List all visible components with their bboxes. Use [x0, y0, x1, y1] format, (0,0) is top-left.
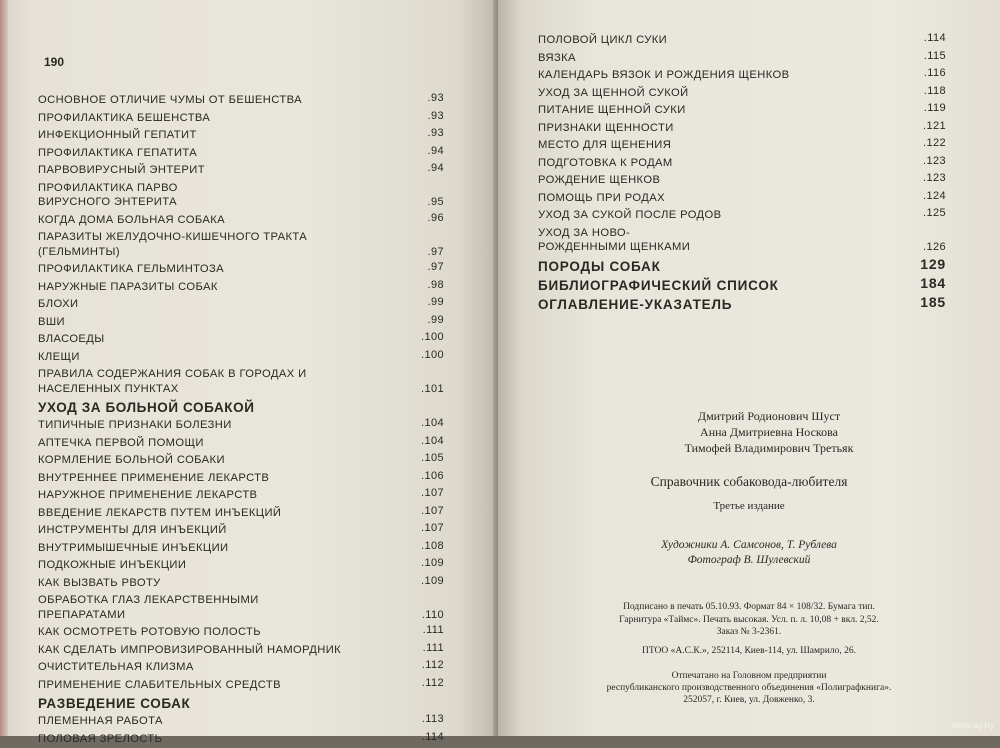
- toc-entry-title: ОСНОВНОЕ ОТЛИЧИЕ ЧУМЫ ОТ БЕШЕНСТВА: [38, 92, 398, 110]
- toc-entry-title: ПЛЕМЕННАЯ РАБОТА: [38, 713, 398, 731]
- toc-entry-page: .111: [423, 622, 444, 640]
- toc-entry-page: .105: [421, 450, 444, 468]
- toc-entry: [538, 225, 960, 257]
- author-name: Анна Дмитриевна Носкова: [538, 424, 960, 440]
- toc-entry-page: .119: [924, 100, 946, 118]
- toc-entry-page: .106: [421, 468, 444, 486]
- author-name: Дмитрий Родионович Шуст: [538, 408, 960, 424]
- printer-block: [538, 670, 960, 706]
- toc-entry-title: ПОРОДЫ СОБАК: [538, 257, 898, 276]
- toc-entry: [38, 487, 458, 505]
- credits-block: [538, 538, 960, 568]
- toc-entry-title: МЕСТО ДЛЯ ЩЕНЕНИЯ: [538, 137, 898, 155]
- toc-entry-title: ВЛАСОЕДЫ: [38, 331, 398, 349]
- toc-entry-page: .107: [421, 503, 444, 521]
- toc-entry-title: ПРОФИЛАКТИКА БЕШЕНСТВА: [38, 110, 398, 128]
- toc-entry: [38, 229, 458, 261]
- toc-entry-title: КАК ОСМОТРЕТЬ РОТОВУЮ ПОЛОСТЬ: [38, 624, 398, 642]
- photographer-credit: Фотограф В. Шулевский: [538, 553, 960, 568]
- toc-entry-page: .99: [428, 294, 445, 312]
- toc-entry-title: ОБРАБОТКА ГЛАЗ ЛЕКАРСТВЕННЫМИ ПРЕПАРАТАМИ: [38, 593, 398, 622]
- toc-entry: [38, 452, 458, 470]
- toc-entry-title: ПРОФИЛАКТИКА ПАРВО ВИРУСНОГО ЭНТЕРИТА: [38, 181, 398, 210]
- toc-entry-title: КЛЕЩИ: [38, 349, 398, 367]
- print-info-line: Гарнитура «Таймс». Печать высокая. Усл. п. л. 10,08 + вкл. 2,52.: [538, 614, 960, 627]
- toc-entry: [38, 575, 458, 593]
- toc-entry: [38, 677, 458, 695]
- toc-entry-title: ТИПИЧНЫЕ ПРИЗНАКИ БОЛЕЗНИ: [38, 417, 398, 435]
- toc-entry-title: ИНСТРУМЕНТЫ ДЛЯ ИНЪЕКЦИЙ: [38, 522, 398, 540]
- toc-entry: [38, 522, 458, 540]
- toc-entry-title: ПОДКОЖНЫЕ ИНЪЕКЦИИ: [38, 557, 398, 575]
- toc-entry-title: ПРАВИЛА СОДЕРЖАНИЯ СОБАК В ГОРОДАХ И НАСЕЛЕННЫХ ПУНКТАХ: [38, 367, 398, 396]
- page-number: 190: [44, 55, 64, 69]
- toc-entry-title: ПОЛОВАЯ ЗРЕЛОСТЬ: [38, 731, 398, 748]
- toc-entry-page: .114: [422, 729, 444, 747]
- toc-entry-page: .101: [421, 382, 444, 397]
- toc-entry-title: ОЧИСТИТЕЛЬНАЯ КЛИЗМА: [38, 659, 398, 677]
- toc-entry: [38, 470, 458, 488]
- toc-entry-page: .107: [421, 520, 444, 538]
- toc-entry-page: .104: [421, 433, 444, 451]
- toc-entry-page: .116: [924, 65, 946, 83]
- printer-line: Отпечатано на Головном предприятии: [538, 670, 960, 682]
- toc-entry: [38, 557, 458, 575]
- toc-entry: [38, 713, 458, 731]
- toc-entry: [538, 172, 960, 190]
- toc-entry-page: .98: [428, 277, 445, 295]
- toc-entry: [38, 366, 458, 398]
- toc-entry-page: .125: [923, 205, 946, 223]
- toc-entry-page: .97: [428, 245, 445, 260]
- toc-entry-title: ПОЛОВОЙ ЦИКЛ СУКИ: [538, 32, 898, 50]
- toc-entry-title: ПРИМЕНЕНИЕ СЛАБИТЕЛЬНЫХ СРЕДСТВ: [38, 677, 398, 695]
- toc-entry-title: УХОД ЗА БОЛЬНОЙ СОБАКОЙ: [38, 398, 398, 417]
- toc-entry-page: .109: [421, 555, 444, 573]
- toc-entry-page: .100: [421, 329, 444, 347]
- toc-entry-title: РОЖДЕНИЕ ЩЕНКОВ: [538, 172, 898, 190]
- toc-entry: [538, 85, 960, 103]
- toc-entry-title: ВНУТРИМЫШЕЧНЫЕ ИНЪЕКЦИИ: [38, 540, 398, 558]
- toc-entry-page: .93: [428, 108, 445, 126]
- toc-entry-page: .112: [422, 675, 444, 693]
- toc-entry: [38, 731, 458, 748]
- toc-entry-title: КОГДА ДОМА БОЛЬНАЯ СОБАКА: [38, 212, 398, 230]
- print-info-line: Заказ № 3-2361.: [538, 626, 960, 639]
- toc-entry-page: .109: [421, 573, 444, 591]
- toc-entry-title: КАЛЕНДАРЬ ВЯЗОК И РОЖДЕНИЯ ЩЕНКОВ: [538, 67, 898, 85]
- printer-line: 252057, г. Киев, ул. Довженко, 3.: [538, 694, 960, 706]
- toc-entry-page: .115: [924, 48, 946, 66]
- toc-entry-page: .111: [423, 640, 444, 658]
- toc-entry-page: .112: [422, 657, 444, 675]
- toc-entry: [538, 155, 960, 173]
- toc-entry-page: .93: [428, 125, 445, 143]
- toc-entry-title: ПОДГОТОВКА К РОДАМ: [538, 155, 898, 173]
- toc-entry-page: .118: [924, 83, 946, 101]
- authors-block: [538, 408, 960, 456]
- toc-entry-title: УХОД ЗА ЩЕННОЙ СУКОЙ: [538, 85, 898, 103]
- toc-entry: [38, 212, 458, 230]
- toc-entry: [38, 331, 458, 349]
- toc-entry: [538, 120, 960, 138]
- toc-entry-title: ВНУТРЕННЕЕ ПРИМЕНЕНИЕ ЛЕКАРСТВ: [38, 470, 398, 488]
- printer-line: республиканского производственного объединения «Полиграфкнига».: [538, 682, 960, 694]
- toc-list-right: [538, 32, 960, 314]
- toc-entry-title: БЛОХИ: [38, 296, 398, 314]
- toc-entry: [538, 190, 960, 208]
- toc-entry: [38, 92, 458, 110]
- toc-entry: [38, 659, 458, 677]
- toc-entry: [38, 162, 458, 180]
- toc-entry-title: ПРИЗНАКИ ЩЕННОСТИ: [538, 120, 898, 138]
- toc-entry-page: .126: [923, 240, 946, 255]
- toc-entry: [538, 32, 960, 50]
- toc-list-left: [38, 92, 458, 748]
- print-info-line: Подписано в печать 05.10.93. Формат 84 × 108/32. Бумага тип.: [538, 601, 960, 614]
- toc-entry-title: ПИТАНИЕ ЩЕННОЙ СУКИ: [538, 102, 898, 120]
- toc-entry-title: ПОМОЩЬ ПРИ РОДАХ: [538, 190, 898, 208]
- toc-section-heading: [38, 398, 458, 417]
- toc-entry-page: .93: [428, 90, 445, 108]
- toc-entry-title: РАЗВЕДЕНИЕ СОБАК: [38, 694, 398, 713]
- toc-entry: [38, 435, 458, 453]
- toc-entry-page: .122: [923, 135, 946, 153]
- toc-entry-title: ОГЛАВЛЕНИЕ-УКАЗАТЕЛЬ: [538, 295, 898, 314]
- toc-entry: [38, 417, 458, 435]
- book-title: Справочник собаковода-любителя: [538, 474, 960, 490]
- toc-entry: [538, 276, 960, 295]
- toc-entry-page: .114: [924, 30, 946, 48]
- toc-entry-title: ПРОФИЛАКТИКА ГЕПАТИТА: [38, 145, 398, 163]
- toc-entry-page: .124: [923, 188, 946, 206]
- toc-entry: [38, 624, 458, 642]
- toc-entry-page: .113: [422, 711, 444, 729]
- toc-entry-page: .121: [923, 118, 946, 136]
- toc-entry-page: .99: [428, 312, 445, 330]
- toc-entry-title: БИБЛИОГРАФИЧЕСКИЙ СПИСОК: [538, 276, 898, 295]
- toc-entry-page: 184: [920, 274, 946, 293]
- publisher-line: ПТОО «А.С.К.», 252114, Киев-114, ул. Шамрило, 26.: [538, 646, 960, 656]
- author-name: Тимофей Владимирович Третьяк: [538, 440, 960, 456]
- toc-entry: [38, 505, 458, 523]
- toc-entry: [538, 207, 960, 225]
- toc-entry: [538, 102, 960, 120]
- toc-entry-title: ВЯЗКА: [538, 50, 898, 68]
- toc-entry-page: 185: [920, 293, 946, 312]
- toc-entry-page: .95: [428, 195, 445, 210]
- toc-entry: [538, 295, 960, 314]
- left-page: [0, 0, 498, 736]
- toc-entry-page: .110: [422, 608, 444, 623]
- edition-label: Третье издание: [538, 500, 960, 512]
- toc-section-heading: [38, 694, 458, 713]
- toc-entry-title: НАРУЖНОЕ ПРИМЕНЕНИЕ ЛЕКАРСТВ: [38, 487, 398, 505]
- toc-entry-title: КАК ВЫЗВАТЬ РВОТУ: [38, 575, 398, 593]
- watermark: www.ay.by: [952, 720, 994, 730]
- illustrators-credit: Художники А. Самсонов, Т. Рублева: [538, 538, 960, 553]
- toc-entry: [38, 110, 458, 128]
- toc-entry: [38, 180, 458, 212]
- toc-entry-page: .97: [428, 259, 445, 277]
- toc-entry: [38, 314, 458, 332]
- toc-entry-title: ПАРВОВИРУСНЫЙ ЭНТЕРИТ: [38, 162, 398, 180]
- toc-entry-page: .108: [421, 538, 444, 556]
- print-info: [538, 601, 960, 639]
- toc-entry: [538, 67, 960, 85]
- toc-entry: [538, 50, 960, 68]
- toc-entry: [38, 642, 458, 660]
- toc-entry-title: КАК СДЕЛАТЬ ИМПРОВИЗИРОВАННЫЙ НАМОРДНИК: [38, 642, 398, 660]
- toc-entry-page: .123: [923, 153, 946, 171]
- toc-entry: [38, 145, 458, 163]
- toc-entry-title: УХОД ЗА СУКОЙ ПОСЛЕ РОДОВ: [538, 207, 898, 225]
- toc-entry-title: УХОД ЗА НОВО- РОЖДЕННЫМИ ЩЕНКАМИ: [538, 226, 898, 255]
- toc-entry-title: АПТЕЧКА ПЕРВОЙ ПОМОЩИ: [38, 435, 398, 453]
- right-page: [498, 0, 1000, 736]
- toc-entry-page: 129: [920, 255, 946, 274]
- toc-entry-page: .94: [428, 143, 445, 161]
- toc-entry-page: .104: [421, 415, 444, 433]
- toc-entry: [38, 261, 458, 279]
- toc-entry-title: ПАРАЗИТЫ ЖЕЛУДОЧНО-КИШЕЧНОГО ТРАКТА (ГЕЛЬМИНТЫ): [38, 230, 398, 259]
- toc-entry-title: ВШИ: [38, 314, 398, 332]
- toc-entry-title: ИНФЕКЦИОННЫЙ ГЕПАТИТ: [38, 127, 398, 145]
- toc-entry: [38, 592, 458, 624]
- toc-entry: [38, 349, 458, 367]
- toc-entry: [38, 279, 458, 297]
- toc-entry-page: .123: [923, 170, 946, 188]
- toc-entry-title: ПРОФИЛАКТИКА ГЕЛЬМИНТОЗА: [38, 261, 398, 279]
- toc-entry-page: .100: [421, 347, 444, 365]
- toc-entry-title: ВВЕДЕНИЕ ЛЕКАРСТВ ПУТЕМ ИНЪЕКЦИЙ: [38, 505, 398, 523]
- toc-entry: [538, 257, 960, 276]
- toc-entry-title: НАРУЖНЫЕ ПАРАЗИТЫ СОБАК: [38, 279, 398, 297]
- toc-entry-page: .94: [428, 160, 445, 178]
- toc-entry-page: .107: [421, 485, 444, 503]
- toc-entry: [38, 540, 458, 558]
- toc-entry: [38, 296, 458, 314]
- toc-entry-title: КОРМЛЕНИЕ БОЛЬНОЙ СОБАКИ: [38, 452, 398, 470]
- toc-entry: [38, 127, 458, 145]
- toc-entry: [538, 137, 960, 155]
- toc-entry-page: .96: [428, 210, 445, 228]
